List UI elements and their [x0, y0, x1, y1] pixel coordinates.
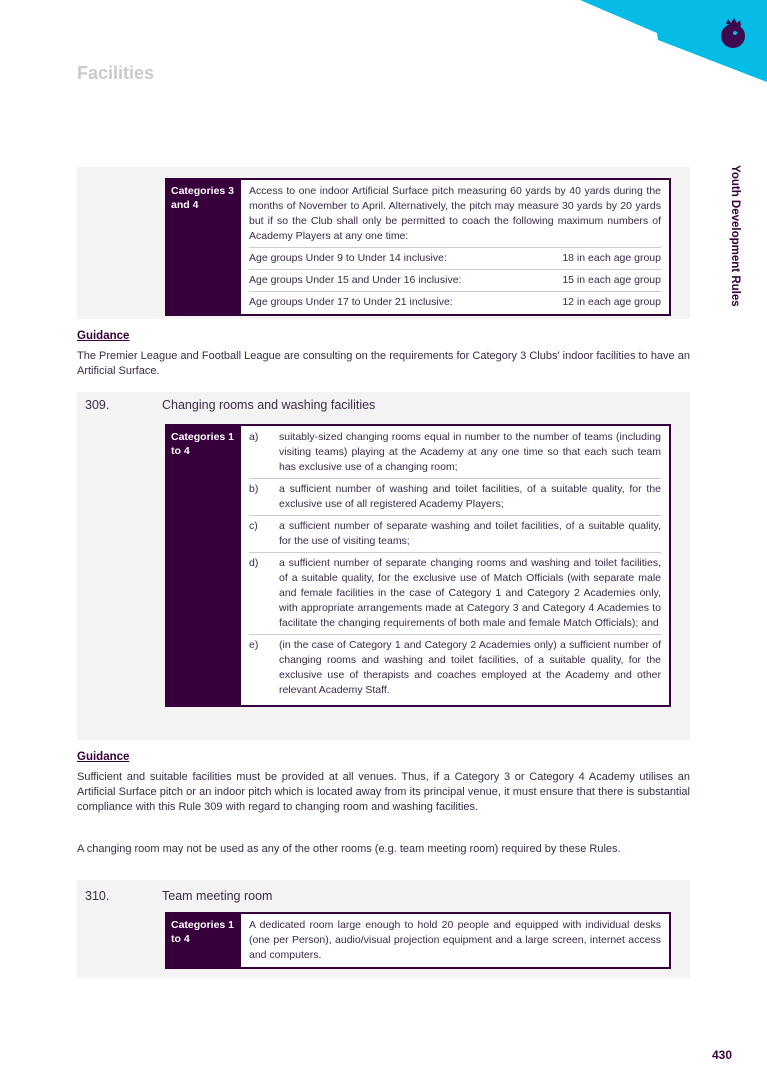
rule-header: 310. Team meeting room: [85, 889, 273, 903]
list-item: a) suitably-sized changing rooms equal in number to the number of teams (including visiting teams) playing at the Academy at any one time so that each such team has exclusive use of a changing room;: [249, 431, 661, 473]
requirements-table: [165, 912, 671, 969]
list-item: e) (in the case of Category 1 and Category 2 Academies only) a sufficient number of changing rooms and washing and toilet facilities, of a suitable quality, for the exclusive use of therapists and coaches employed at the Academy and other relevant Academy Staff.: [249, 634, 661, 701]
category-label: Categories 1 to 4: [167, 426, 241, 705]
requirements-table: [165, 424, 671, 707]
page-number: 430: [712, 1048, 733, 1062]
guidance-text: Sufficient and suitable facilities must be provided at all venues. Thus, if a Category 3 or Category 4 Academy utilises an Artificial Surface pitch or an indoor pitch which is located away from its principal venue, it must ensure that there is substantial compliance with this Rule 309 with regard to changing room and washing facilities.: [77, 771, 690, 813]
guidance-heading: Guidance: [77, 751, 130, 763]
page-title: Facilities: [77, 63, 155, 83]
table-row: Age groups Under 15 and Under 16 inclusive: 15 in each age group: [249, 269, 661, 288]
rule-header: 309. Changing rooms and washing facilities: [85, 398, 376, 412]
requirements-table: [165, 178, 671, 316]
guidance-text: A changing room may not be used as any of the other rooms (e.g. team meeting room) required by these Rules.: [77, 843, 621, 855]
requirement-text: Access to one indoor Artificial Surface pitch measuring 60 yards by 40 yards during the months of November to April. Alternatively, the pitch may measure 30 yards by 20 yards but if so the Club shall only be permitted to coach the following maximum numbers of Academy Players at any one time:: [249, 185, 661, 242]
list-item: d) a sufficient number of separate changing rooms and washing and toilet facilities, of a suitable quality, for the exclusive use of Match Officials (with separate male and female facilities in the case of Category 1 and Category 2 Academies only, with appropriate arrangements made at Category 3 and Category 4 Academies to facilitate the changing requirements of both male and female Match Officials); and: [249, 552, 661, 634]
block-categories-3-4: [77, 167, 690, 319]
requirement-text: A dedicated room large enough to hold 20 people and equipped with individual desks (one per Person), audio/visual projection equipment and a large screen, internet access and computers.: [249, 919, 661, 961]
category-label: Categories 1 to 4: [167, 914, 241, 967]
side-label: Youth Development Rules: [729, 165, 741, 307]
list-item: b) a sufficient number of washing and toilet facilities, of a suitable quality, for the exclusive use of all registered Academy Players;: [249, 478, 661, 515]
rule-310: [77, 880, 690, 978]
guidance-heading: Guidance: [77, 330, 130, 342]
table-row: Age groups Under 9 to Under 14 inclusive: 18 in each age group: [249, 247, 661, 266]
guidance-text: The Premier League and Football League are consulting on the requirements for Category 3 Clubs' indoor facilities to have an Artificial Surface.: [77, 350, 690, 377]
table-row: Age groups Under 17 to Under 21 inclusive: 12 in each age group: [249, 291, 661, 310]
rule-309: [77, 392, 690, 740]
list-item: c) a sufficient number of separate washing and toilet facilities, of a suitable quality, for the use of visiting teams;: [249, 515, 661, 552]
category-label: Categories 3 and 4: [167, 180, 241, 314]
